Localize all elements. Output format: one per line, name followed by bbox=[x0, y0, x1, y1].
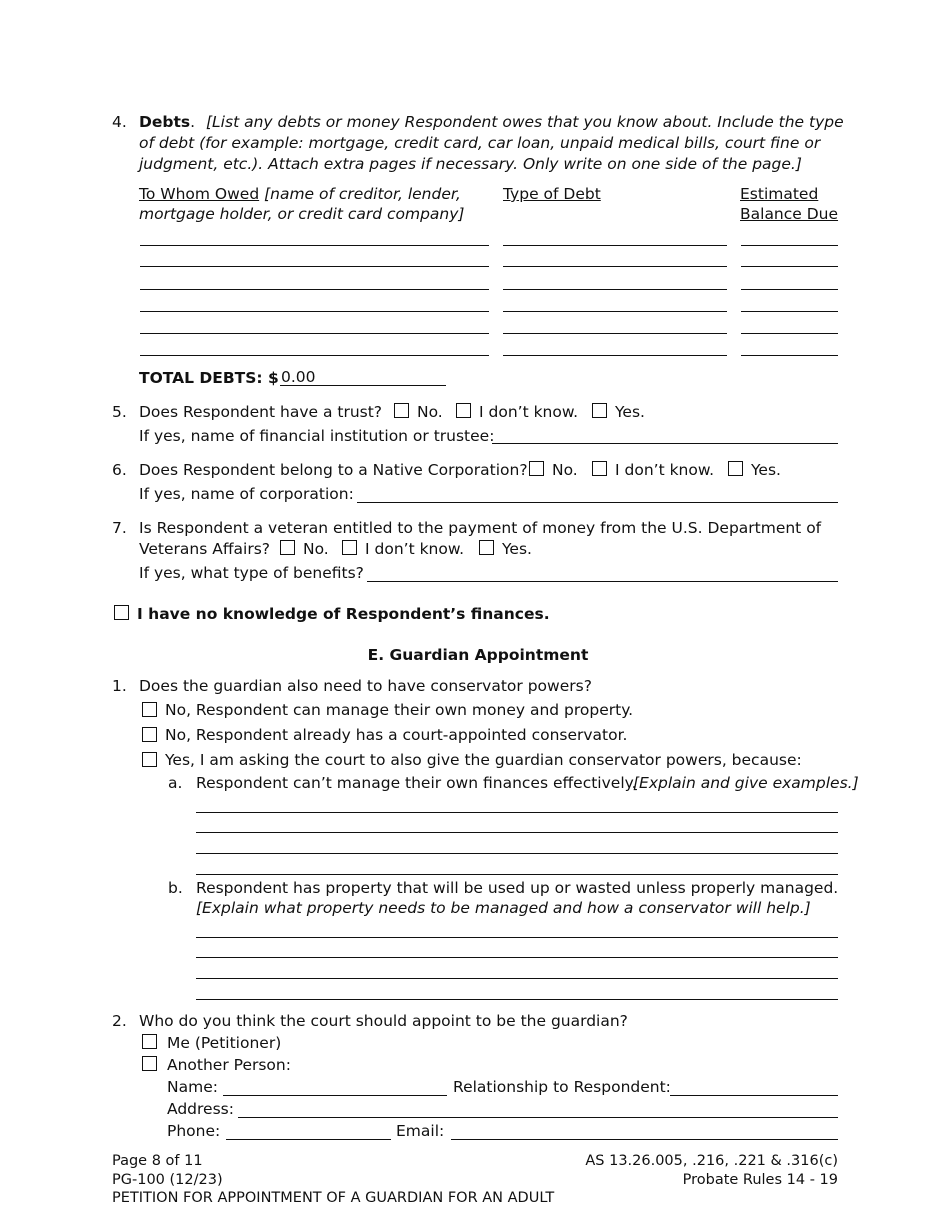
footer-rules: Probate Rules 14 - 19 bbox=[682, 1172, 838, 1188]
address-label: Address: bbox=[167, 1100, 234, 1118]
q7-number: 7. bbox=[112, 519, 127, 537]
q7-benefits-field[interactable] bbox=[367, 581, 838, 582]
e1a-text: Respondent can’t manage their own finances effectively. bbox=[196, 774, 637, 792]
e1b-line-2[interactable] bbox=[196, 957, 838, 958]
debt-row-3-balance[interactable] bbox=[741, 289, 838, 290]
q6-no-label: No. bbox=[552, 461, 578, 479]
e1b-line-4[interactable] bbox=[196, 999, 838, 1000]
debt-row-6-balance[interactable] bbox=[741, 355, 838, 356]
e2-other-label: Another Person: bbox=[167, 1056, 291, 1074]
debt-row-2-whom[interactable] bbox=[140, 266, 489, 267]
debt-row-6-type[interactable] bbox=[503, 355, 727, 356]
debt-row-4-type[interactable] bbox=[503, 311, 727, 312]
e1-opt2-checkbox[interactable] bbox=[142, 727, 157, 742]
q5-yes-checkbox[interactable] bbox=[592, 403, 607, 418]
debt-row-4-balance[interactable] bbox=[741, 311, 838, 312]
footer-statute: AS 13.26.005, .216, .221 & .316(c) bbox=[585, 1153, 838, 1169]
relationship-field[interactable] bbox=[670, 1095, 838, 1096]
q5-dontknow-label: I don’t know. bbox=[479, 403, 579, 421]
address-field[interactable] bbox=[238, 1117, 838, 1118]
e1-question: Does the guardian also need to have conservator powers? bbox=[139, 677, 592, 695]
col-whom-owed-note-2: mortgage holder, or credit card company] bbox=[139, 205, 465, 223]
no-knowledge-label: I have no knowledge of Respondent’s finances. bbox=[137, 605, 550, 623]
q7-question-1: Is Respondent a veteran entitled to the payment of money from the U.S. Department of bbox=[139, 519, 822, 537]
q6-yes-checkbox[interactable] bbox=[728, 461, 743, 476]
debt-row-2-type[interactable] bbox=[503, 266, 727, 267]
q5-number: 5. bbox=[112, 403, 127, 421]
debt-row-2-balance[interactable] bbox=[741, 266, 838, 267]
q5-dontknow-checkbox[interactable] bbox=[456, 403, 471, 418]
col-whom-owed-header bbox=[139, 184, 461, 204]
e1-opt2-label: No, Respondent already has a court-appointed conservator. bbox=[165, 726, 628, 744]
q6-number: 6. bbox=[112, 461, 127, 479]
e2-other-checkbox[interactable] bbox=[142, 1056, 157, 1071]
name-field[interactable] bbox=[223, 1095, 447, 1096]
debt-row-4-whom[interactable] bbox=[140, 311, 489, 312]
q7-dontknow-label: I don’t know. bbox=[365, 540, 465, 558]
e2-me-label: Me (Petitioner) bbox=[167, 1034, 282, 1052]
col-balance-2: Balance Due bbox=[740, 205, 839, 223]
q7-followup: If yes, what type of benefits? bbox=[139, 564, 364, 582]
debt-row-3-whom[interactable] bbox=[140, 289, 489, 290]
e1a-line-1[interactable] bbox=[196, 812, 838, 813]
email-label: Email: bbox=[396, 1122, 445, 1140]
phone-field[interactable] bbox=[226, 1139, 391, 1140]
e1b-text: Respondent has property that will be used up or wasted unless properly managed. bbox=[196, 879, 839, 897]
q5-no-checkbox[interactable] bbox=[394, 403, 409, 418]
e1-opt1-label: No, Respondent can manage their own money and property. bbox=[165, 701, 634, 719]
q5-no-label: No. bbox=[417, 403, 443, 421]
debts-title-period: . bbox=[190, 113, 196, 131]
debt-row-1-balance[interactable] bbox=[741, 245, 838, 246]
q7-no-checkbox[interactable] bbox=[280, 540, 295, 555]
footer-form: PG-100 (12/23) bbox=[112, 1172, 223, 1188]
debt-row-5-balance[interactable] bbox=[741, 333, 838, 334]
q5-question: Does Respondent have a trust? bbox=[139, 403, 383, 421]
email-field[interactable] bbox=[451, 1139, 838, 1140]
debt-row-5-type[interactable] bbox=[503, 333, 727, 334]
section-e-heading: E. Guardian Appointment bbox=[367, 646, 589, 664]
e2-number: 2. bbox=[112, 1012, 127, 1030]
footer-title: PETITION FOR APPOINTMENT OF A GUARDIAN FOR AN ADULT bbox=[112, 1190, 555, 1206]
q6-dontknow-label: I don’t know. bbox=[615, 461, 715, 479]
q5-trustee-field[interactable] bbox=[492, 443, 838, 444]
e1a-line-4[interactable] bbox=[196, 874, 838, 875]
e1-opt3-label: Yes, I am asking the court to also give the guardian conservator powers, because: bbox=[165, 751, 802, 769]
q5-yes-label: Yes. bbox=[615, 403, 645, 421]
q6-corporation-field[interactable] bbox=[357, 502, 838, 503]
e1a-label: a. bbox=[168, 774, 183, 792]
q7-yes-checkbox[interactable] bbox=[479, 540, 494, 555]
debt-row-1-whom[interactable] bbox=[140, 245, 489, 246]
q7-question-2: Veterans Affairs? bbox=[139, 540, 271, 558]
col-whom-owed: To Whom Owed bbox=[139, 185, 260, 203]
debt-row-5-whom[interactable] bbox=[140, 333, 489, 334]
no-knowledge-checkbox[interactable] bbox=[114, 605, 129, 620]
q6-no-checkbox[interactable] bbox=[529, 461, 544, 476]
e1a-note: [Explain and give examples.] bbox=[633, 774, 859, 792]
q7-dontknow-checkbox[interactable] bbox=[342, 540, 357, 555]
total-debts-underline bbox=[280, 385, 446, 386]
e1a-line-3[interactable] bbox=[196, 853, 838, 854]
relationship-label: Relationship to Respondent: bbox=[453, 1078, 671, 1096]
debts-instructions-2: of debt (for example: mortgage, credit card, car loan, unpaid medical bills, court fine or bbox=[139, 134, 821, 152]
debts-instructions-3: judgment, etc.). Attach extra pages if necessary. Only write on one side of the page.] bbox=[139, 155, 802, 173]
e1b-line-1[interactable] bbox=[196, 937, 838, 938]
col-type-of-debt: Type of Debt bbox=[503, 185, 601, 203]
debt-row-6-whom[interactable] bbox=[140, 355, 489, 356]
total-debts-label: TOTAL DEBTS: $ bbox=[139, 369, 279, 387]
e1-number: 1. bbox=[112, 677, 127, 695]
q5-followup: If yes, name of financial institution or trustee: bbox=[139, 427, 495, 445]
total-debts-value[interactable]: 0.00 bbox=[281, 368, 316, 386]
footer-page: Page 8 of 11 bbox=[112, 1153, 203, 1169]
phone-label: Phone: bbox=[167, 1122, 221, 1140]
q6-question: Does Respondent belong to a Native Corporation? bbox=[139, 461, 528, 479]
debts-instructions-1: [List any debts or money Respondent owes that you know about. Include the type bbox=[206, 113, 844, 131]
q6-dontknow-checkbox[interactable] bbox=[592, 461, 607, 476]
e1b-note: [Explain what property needs to be managed and how a conservator will help.] bbox=[196, 899, 811, 917]
name-label: Name: bbox=[167, 1078, 218, 1096]
debts-number: 4. bbox=[112, 113, 127, 131]
debts-title: Debts bbox=[139, 113, 191, 131]
q7-yes-label: Yes. bbox=[502, 540, 532, 558]
q7-no-label: No. bbox=[303, 540, 329, 558]
e1a-line-2[interactable] bbox=[196, 832, 838, 833]
debts-heading bbox=[139, 112, 195, 132]
e1b-label: b. bbox=[168, 879, 183, 897]
e1b-line-3[interactable] bbox=[196, 978, 838, 979]
e2-me-checkbox[interactable] bbox=[142, 1034, 157, 1049]
q6-followup: If yes, name of corporation: bbox=[139, 485, 354, 503]
e2-question: Who do you think the court should appoint to be the guardian? bbox=[139, 1012, 628, 1030]
e1-opt3-checkbox[interactable] bbox=[142, 752, 157, 767]
col-balance-1: Estimated bbox=[740, 185, 819, 203]
debt-row-1-type[interactable] bbox=[503, 245, 727, 246]
col-whom-owed-note-1: [name of creditor, lender, bbox=[264, 185, 461, 203]
q6-yes-label: Yes. bbox=[751, 461, 781, 479]
debt-row-3-type[interactable] bbox=[503, 289, 727, 290]
e1-opt1-checkbox[interactable] bbox=[142, 702, 157, 717]
